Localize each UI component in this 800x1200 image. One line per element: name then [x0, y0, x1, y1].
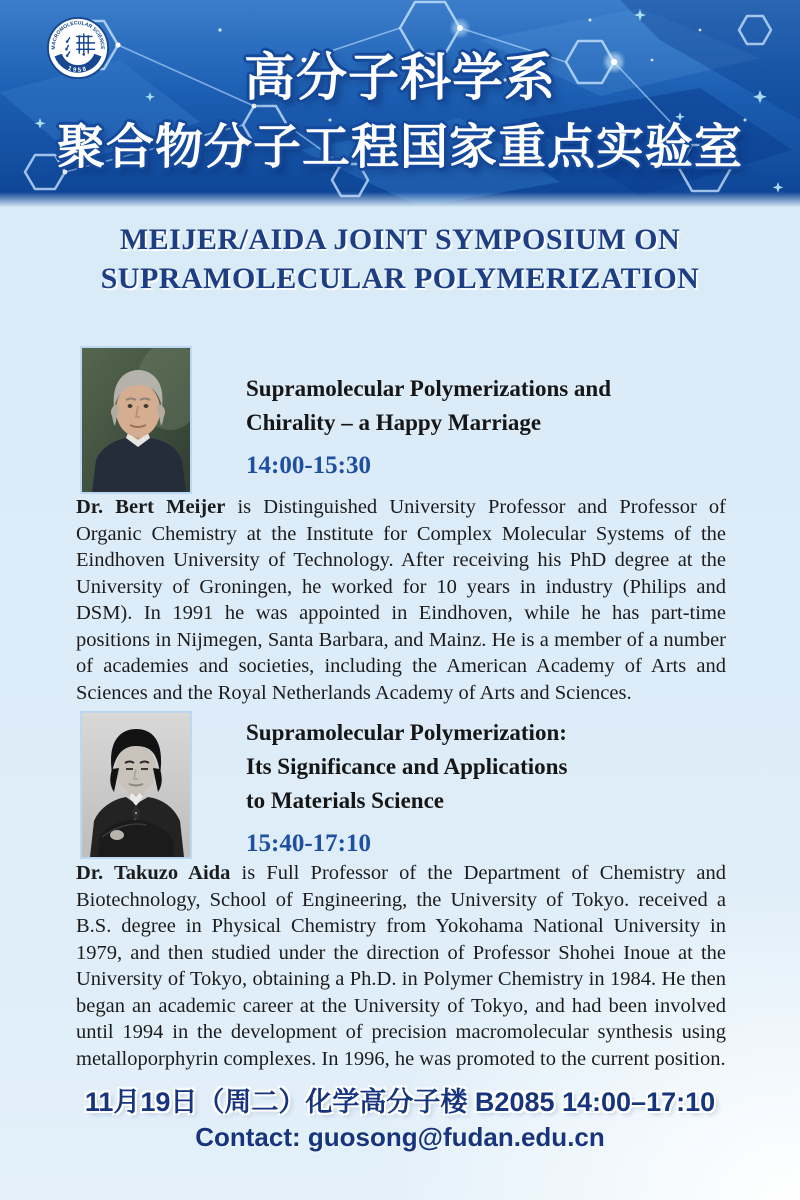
department-name-cn: 高分子科学系 [243, 49, 556, 108]
talk-time-aida: 15:40-17:10 [246, 830, 371, 857]
bio-meijer-name: Dr. Bert Meijer [76, 496, 226, 518]
talk-title-meijer-line1: Supramolecular Polymerizations and [246, 376, 612, 401]
talk-block-meijer [246, 372, 716, 480]
talk-title-aida-line3: to Materials Science [246, 788, 444, 813]
talk-title-meijer-line2: Chirality – a Happy Marriage [246, 410, 542, 435]
bio-aida [76, 860, 726, 1072]
symposium-title [0, 220, 800, 298]
speaker-photo-bert-meijer [80, 346, 192, 494]
talk-title-aida-line2: Its Significance and Applications [246, 754, 568, 779]
contact-email-line: Contact: guosong@fudan.edu.cn [195, 1122, 605, 1152]
portrait-takuzo-aida-image [82, 713, 190, 857]
logo-ring-text: MACROMOLECULAR SCIENCE [50, 20, 106, 50]
symposium-title-line1: MEIJER/AIDA JOINT SYMPOSIUM ON [119, 223, 681, 256]
bio-meijer [76, 494, 726, 706]
bio-aida-name: Dr. Takuzo Aida [76, 862, 231, 884]
header-banner [0, 0, 800, 207]
portrait-bert-meijer-image [82, 348, 190, 492]
symposium-title-line2: SUPRAMOLECULAR POLYMERIZATION [100, 262, 700, 295]
event-date-venue: 11月19日（周二）化学高分子楼 B2085 14:00–17:10 [84, 1087, 716, 1117]
state-key-lab-name-cn: 聚合物分子工程国家重点实验室 [56, 119, 743, 175]
logo-year-text: 1958 [66, 64, 90, 75]
bio-aida-text: is Full Professor of the Department of Chemistry and Biotechnology, School of Engineering, the University of Tokyo. received a B.S. degree in Physical Chemistry from Yokohama National University in 1979, and then studied under the direction of Professor Shohei Inoue at the University of Tokyo, obtaining a Ph.D. in Polymer Chemistry in 1984. He then began an academic career at the University of Tokyo, and had been involved until 1994 in the development of precision macromolecular synthesis using metalloporphyrin complexes. In 1996, he was promoted to the current position. [76, 862, 726, 1070]
talk-block-aida [246, 716, 716, 858]
talk-title-aida-line1: Supramolecular Polymerization: [246, 720, 567, 745]
talk-time-meijer: 14:00-15:30 [246, 452, 371, 479]
bio-meijer-text: is Distinguished University Professor and Professor of Organic Chemistry at the Institute for Complex Molecular Systems of the Eindhoven University of Technology. After receiving his PhD degree at the University of Groningen, he worked for 10 years in industry (Philips and DSM). In 1991 he was appointed in Eindhoven, while he has part-time positions in Nijmegen, Santa Barbara, and Mainz. He is a member of a number of academies and societies, including the American Academy of Arts and Sciences and the Royal Netherlands Academy of Arts and Sciences. [76, 496, 727, 704]
speaker-photo-takuzo-aida [80, 711, 192, 859]
